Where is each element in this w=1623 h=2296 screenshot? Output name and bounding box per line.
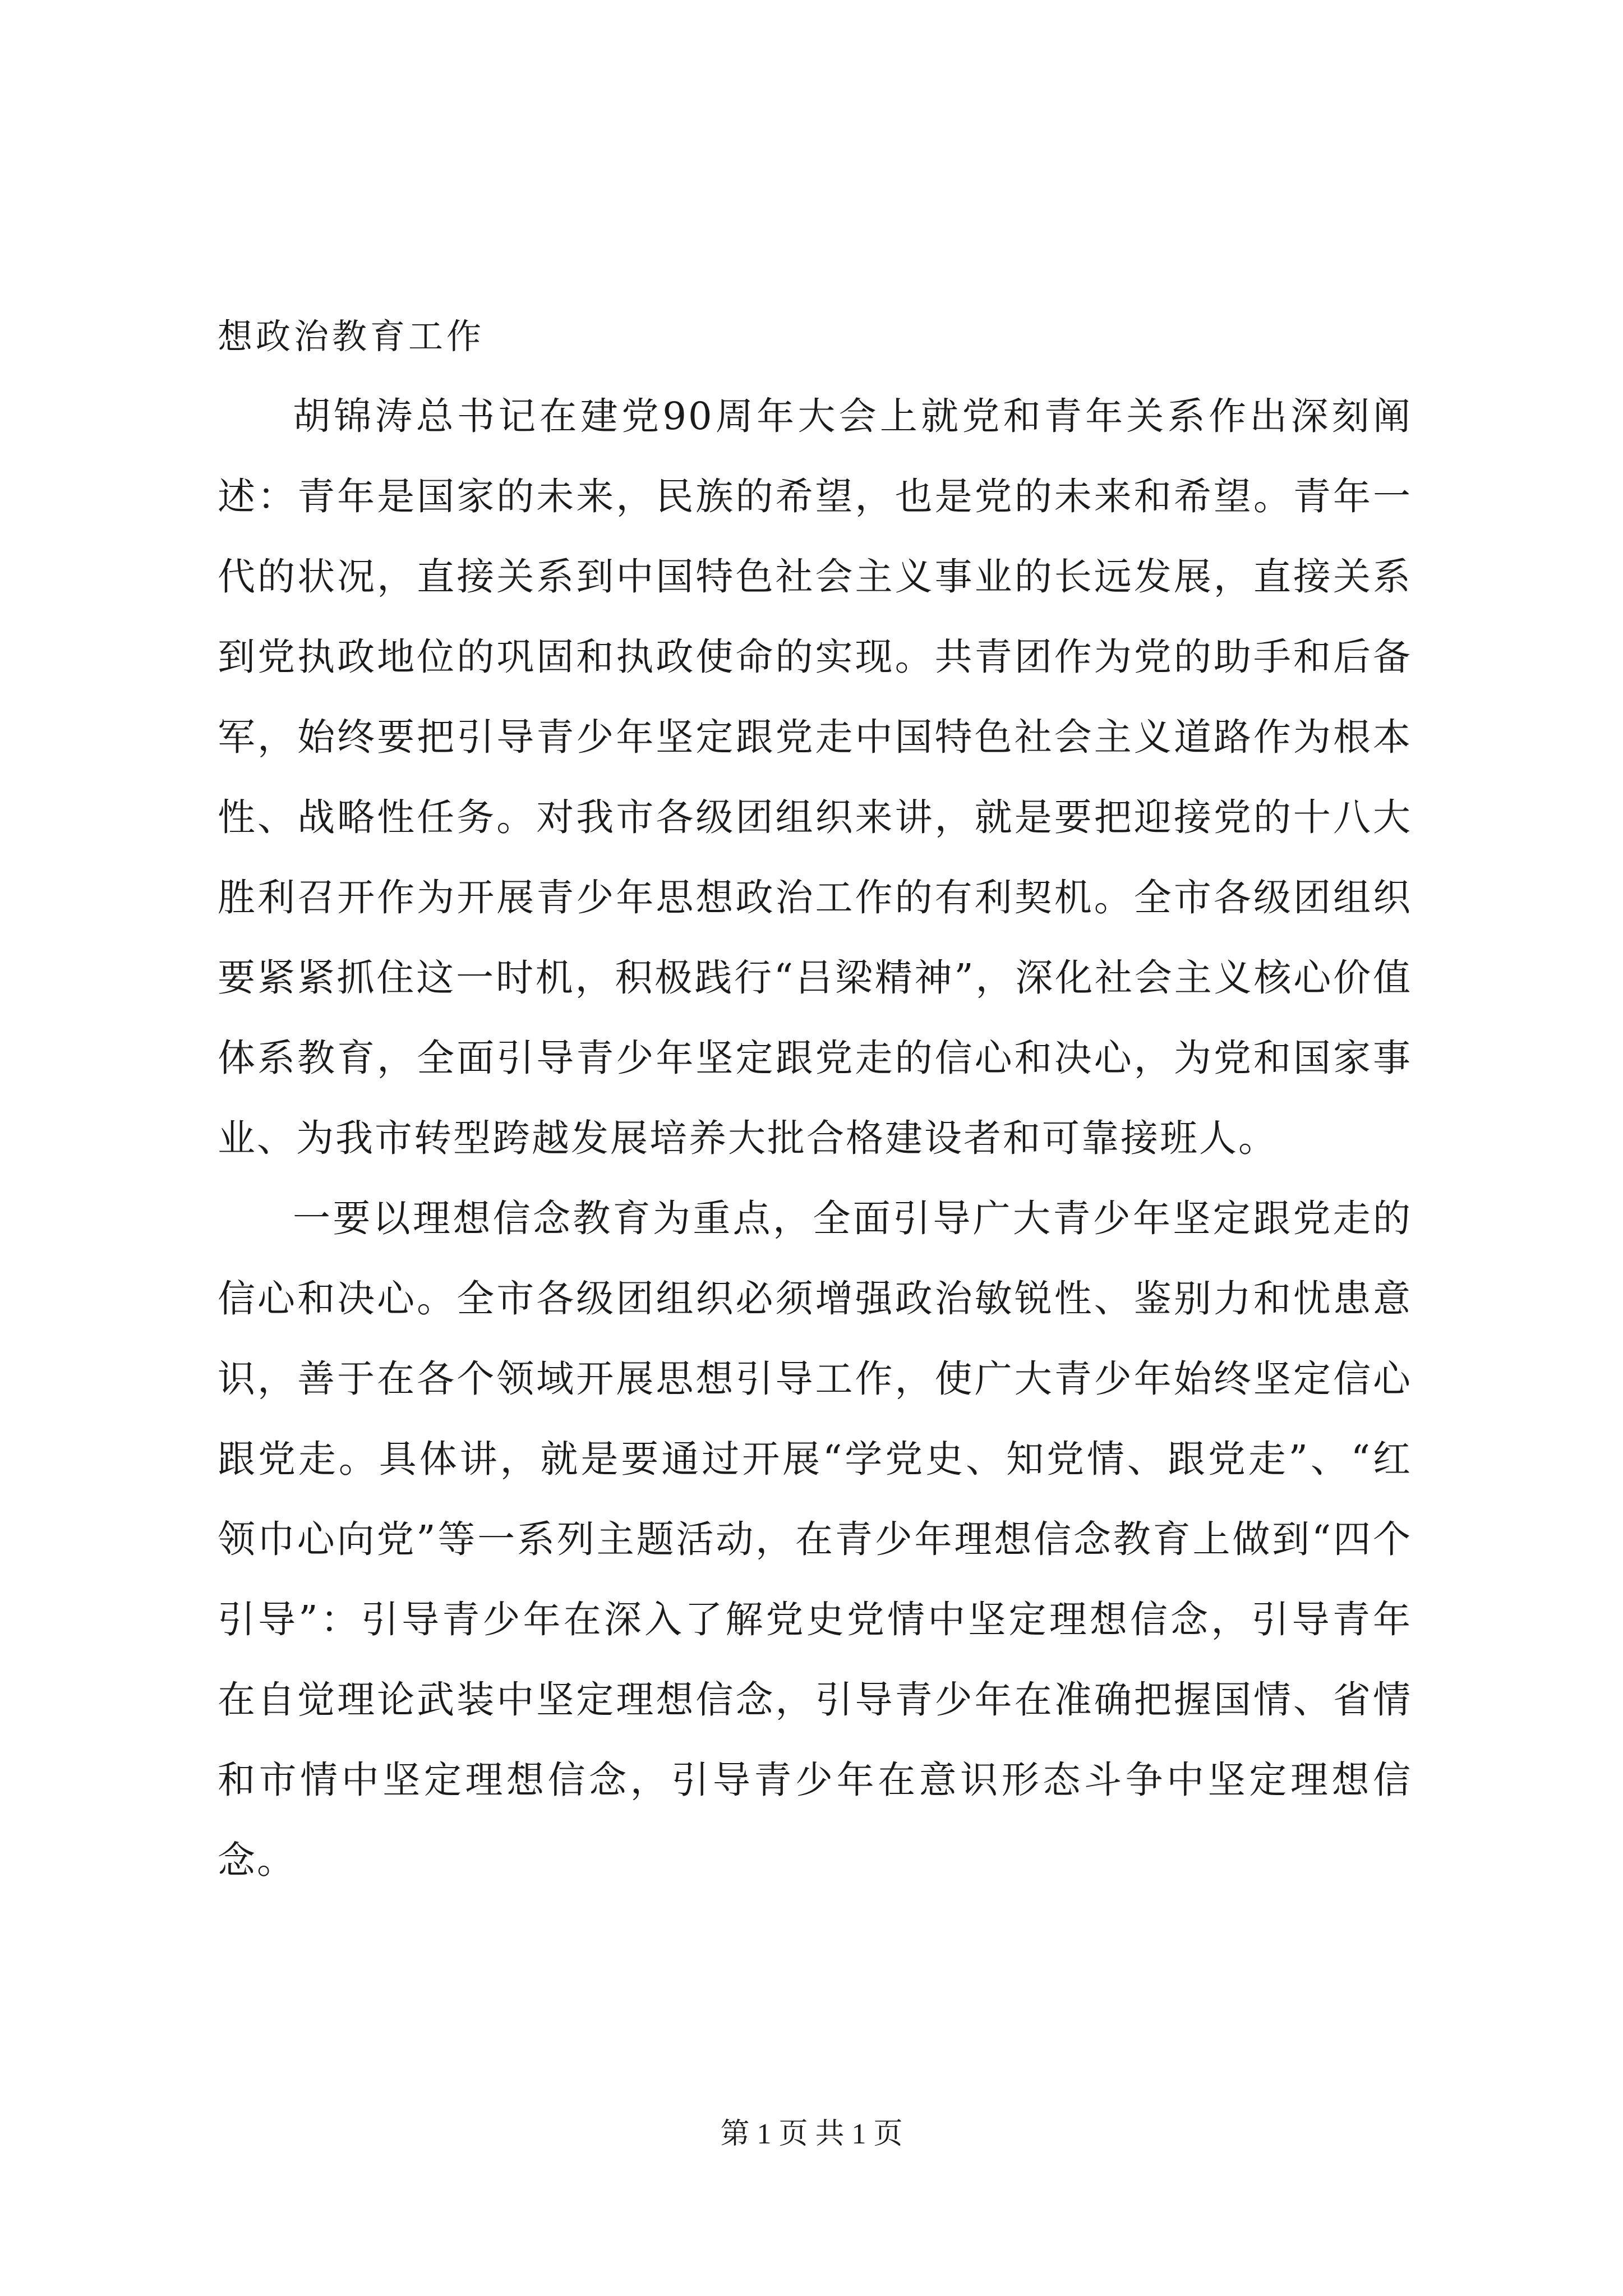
- paragraph-2: 一要以理想信念教育为重点，全面引导广大青少年坚定跟党走的信心和决心。全市各级团组织必须增强政治敏锐性、鉴别力和忧患意识，善于在各个领域开展思想引导工作，使广大青少年始终坚定信心跟党走。具体讲，就是要通过开展“学党史、知党情、跟党走”、“红领巾心向党”等一系列主题活动，在青少年理想信念教育上做到“四个引导”：引导青少年在深入了解党史党情中坚定理想信念，引导青年在自觉理论武装中坚定理想信念，引导青少年在准确把握国情、省情和市情中坚定理想信念，引导青少年在意识形态斗争中坚定理想信念。: [218, 1197, 1412, 1882]
- paragraph-1: 胡锦涛总书记在建党90周年大会上就党和青年关系作出深刻阐述：青年是国家的未来，民族的希望，也是党的未来和希望。青年一代的状况，直接关系到中国特色社会主义事业的长远发展，直接关系到党执政地位的巩固和执政使命的实现。共青团作为党的助手和后备军，始终要把引导青少年坚定跟党走中国特色社会主义道路作为根本性、战略性任务。对我市各级团组织来讲，就是要把迎接党的十八大胜利召开作为开展青少年思想政治工作的有利契机。全市各级团组织要紧紧抓住这一时机，积极践行“吕梁精神”，深化社会主义核心价值体系教育，全面引导青少年坚定跟党走的信心和决心，为党和国家事业、为我市转型跨越发展培养大批合格建设者和可靠接班人。: [218, 394, 1412, 1160]
- page-number-footer: 第 1 页 共 1 页: [720, 2118, 903, 2150]
- document-body: [218, 296, 1412, 1901]
- section-heading-fragment: 想政治教育工作: [218, 316, 485, 357]
